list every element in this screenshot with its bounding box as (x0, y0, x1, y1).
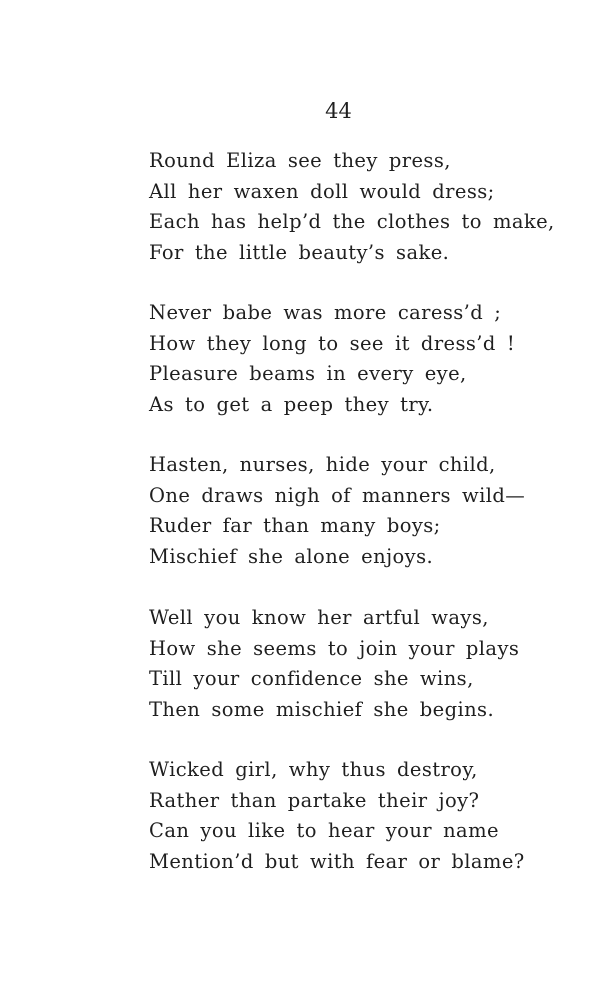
verse-line: Mischief she alone enjoys. (149, 544, 434, 568)
verse-line: Well you know her artful ways, (149, 606, 489, 629)
verse-line: Each has help’d the clothes to make, (149, 210, 555, 233)
stanza-5 (149, 755, 579, 877)
verse-line: As to get a peep they try. (149, 392, 434, 416)
verse-line: Wicked girl, why thus destroy, (149, 758, 478, 781)
verse-line: Rather than partake their joy? (149, 788, 480, 812)
verse-line: Then some mischief she begins. (149, 697, 495, 721)
stanza-3 (149, 450, 579, 572)
verse-line: Mention’d but with fear or blame? (149, 849, 525, 873)
verse-line: How they long to see it dress’d ! (149, 331, 516, 355)
stanza-4 (149, 603, 579, 725)
verse-line: One draws nigh of manners wild— (149, 483, 526, 507)
verse-line: Till your confidence she wins, (149, 667, 474, 690)
verse-line: All her waxen doll would dress; (149, 179, 495, 203)
verse-line: Can you like to hear your name (149, 819, 499, 842)
stanza-1 (149, 146, 579, 268)
page-number: 44 (325, 99, 352, 123)
verse-line: Pleasure beams in every eye, (149, 362, 467, 385)
stanza-2 (149, 298, 579, 420)
verse-line: How she seems to join your plays (149, 636, 520, 660)
verse-line: Never babe was more caress’d ; (149, 301, 502, 324)
verse-line: Hasten, nurses, hide your child, (149, 453, 496, 476)
verse-line: Ruder far than many boys; (149, 514, 441, 537)
verse-line: For the little beauty’s sake. (149, 240, 450, 264)
verse-line: Round Eliza see they press, (149, 149, 451, 172)
